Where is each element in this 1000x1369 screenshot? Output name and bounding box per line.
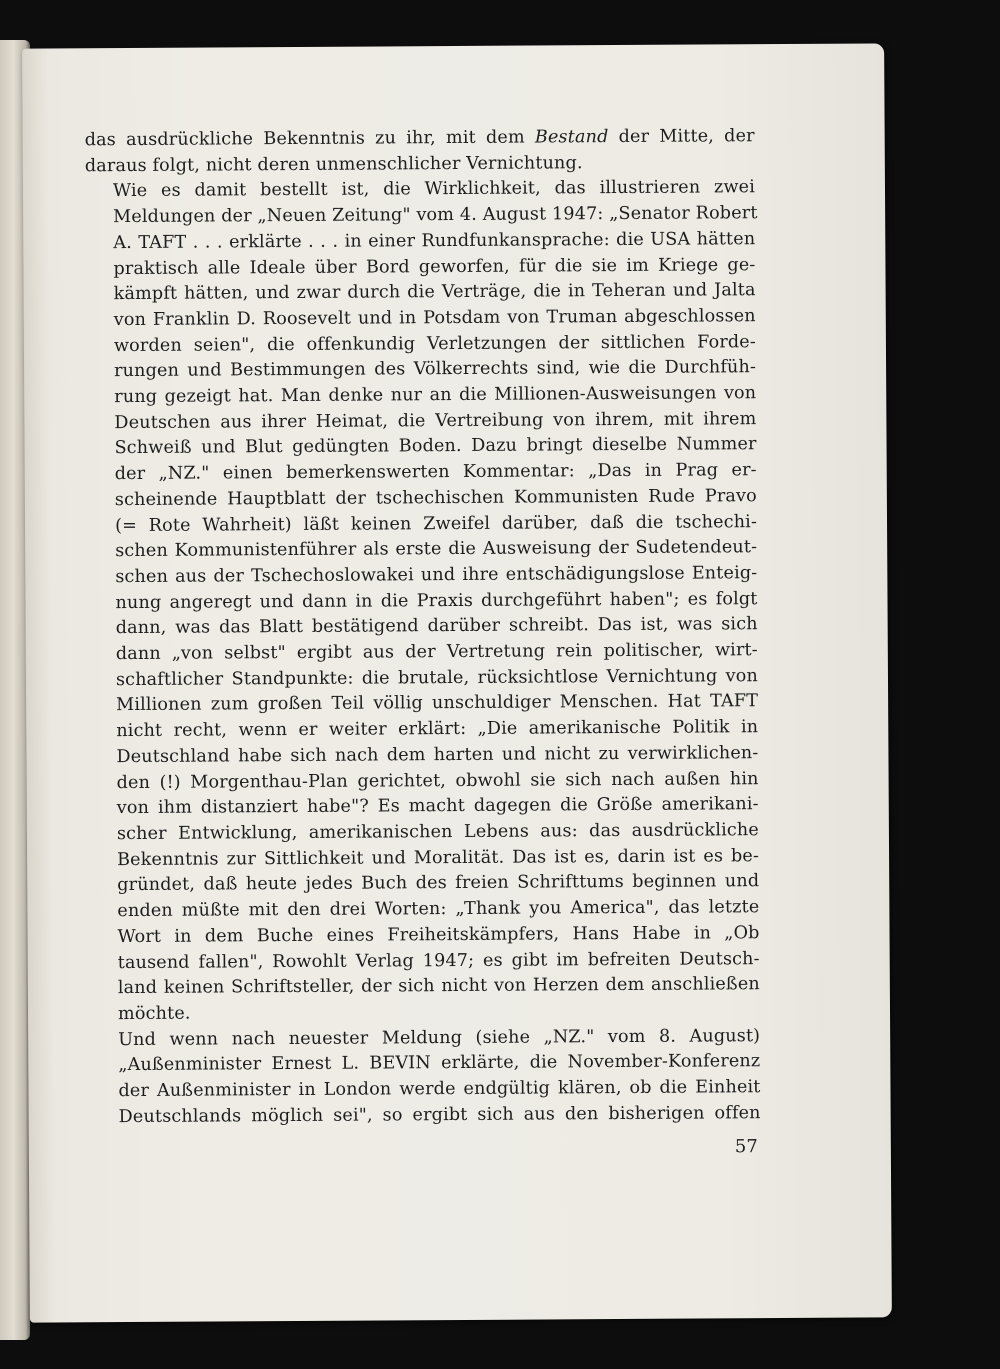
text-line: (= Rote Wahrheit) läßt keinen Zweifel darüber, daß die tschechi-: [114, 511, 758, 536]
paragraph-2: [85, 176, 760, 1028]
text-line: enden müßte mit den drei Worten: „Thank you America", das letzte: [117, 897, 760, 922]
text-line: rung gezeigt hat. Man denke nur an die Millionen-Ausweisungen von: [114, 383, 757, 408]
text-line: das ausdrückliche Bekenntnis zu ihr, mit dem Bestand der Mitte, der: [84, 126, 755, 151]
text-line: A. TAFT . . . erklärte . . . in einer Rundfunkansprache: die USA hätten: [113, 228, 756, 253]
text-line: den (!) Morgenthau-Plan gerichtet, obwohl sie sich nach außen hin: [116, 768, 759, 793]
body-text: [85, 124, 761, 1130]
text-line: nung angeregt und dann in die Praxis durchgeführt haben"; es folgt: [115, 588, 758, 613]
text-line: worden seien", die offenkundig Verletzungen der sittlichen Forde-: [113, 331, 756, 356]
text-line: dann, was das Blatt bestätigend darüber schreibt. Das ist, was sich: [115, 614, 758, 639]
text-line: scher Entwicklung, amerikanischen Lebens aus: das ausdrückliche: [116, 820, 759, 845]
text-line: tausend fallen", Rowohlt Verlag 1947; es gibt im befreiten Deutsch-: [117, 948, 760, 973]
text-line: schen Kommunistenführer als erste die Ausweisung der Sudetendeut-: [115, 537, 758, 562]
paragraph-1: [85, 124, 755, 179]
text-line: der „NZ." einen bemerkenswerten Kommentar: „Das in Prag er-: [114, 460, 757, 485]
text-line: Deutschland habe sich nach dem harten und nicht zu verwirklichen-: [116, 743, 759, 767]
book-page: [22, 43, 892, 1322]
text-line: Und wenn nach neuester Meldung (siehe „NZ." vom 8. August): [118, 1025, 761, 1050]
text-line: dann „von selbst" ergibt aus der Vertretung rein politischer, wirt-: [115, 640, 758, 665]
text-line: Wort in dem Buche eines Freiheitskämpfers, Hans Habe in „Ob: [117, 922, 760, 947]
text-line: schaftlicher Standpunkte: die brutale, rücksichtlose Vernichtung von: [115, 665, 759, 690]
text-line: nicht recht, wenn er weiter erklärt: „Die amerikanische Politik in: [116, 717, 759, 742]
text-line: Millionen zum großen Teil völlig unschuldiger Menschen. Hat TAFT: [116, 691, 759, 716]
page-number: 57: [734, 1136, 758, 1158]
text-line: Deutschlands möglich sei", so ergibt sich aus den bisherigen offen: [118, 1102, 761, 1127]
text-line: land keinen Schriftsteller, der sich nicht von Herzen dem anschließen: [117, 974, 760, 999]
text-line: schen aus der Tschechoslowakei und ihre entschädigungslose Enteig-: [115, 563, 758, 588]
text-line: Deutschen aus ihrer Heimat, die Vertreibung von ihrem, mit ihrem: [114, 408, 757, 433]
emphasis-bestand: Bestand: [534, 127, 609, 148]
text-line: Wie es damit bestellt ist, die Wirklichkeit, das illustrieren zwei: [112, 177, 756, 202]
text-line: der Außenminister in London werde endgültig klären, ob die Einheit: [118, 1077, 761, 1102]
text-line: „Außenminister Ernest L. BEVIN erklärte, die November-Konferenz: [118, 1051, 761, 1076]
text-line: daraus folgt, nicht deren unmenschlicher Vernichtung.: [84, 152, 583, 176]
text-line: gründet, daß heute jedes Buch des freien Schrifttums beginnen und: [117, 871, 760, 896]
text-line: Bekenntnis zur Sittlichkeit und Moralität. Das ist es, darin ist es be-: [117, 845, 760, 870]
text-line: Schweiß und Blut gedüngten Boden. Dazu bringt dieselbe Nummer: [114, 434, 757, 459]
text-line: von ihm distanziert habe"? Es macht dagegen die Größe amerikani-: [116, 794, 759, 819]
text-line: Meldungen der „Neuen Zeitung" vom 4. August 1947: „Senator Robert: [113, 203, 758, 228]
text-line: möchte.: [117, 1003, 191, 1024]
paragraph-3: [90, 1024, 761, 1131]
text-line: praktisch alle Ideale über Bord geworfen, für die sie im Kriege ge-: [113, 254, 756, 279]
text-line: kämpft hätten, und zwar durch die Verträge, die in Teheran und Jalta: [113, 280, 756, 305]
text-line: rungen und Bestimmungen des Völkerrechts sind, wie die Durchfüh-: [114, 357, 757, 382]
text-line: von Franklin D. Roosevelt und in Potsdam von Truman abgeschlossen: [113, 306, 756, 331]
text-line: scheinende Hauptblatt der tschechischen Kommunisten Rude Pravo: [114, 486, 757, 510]
